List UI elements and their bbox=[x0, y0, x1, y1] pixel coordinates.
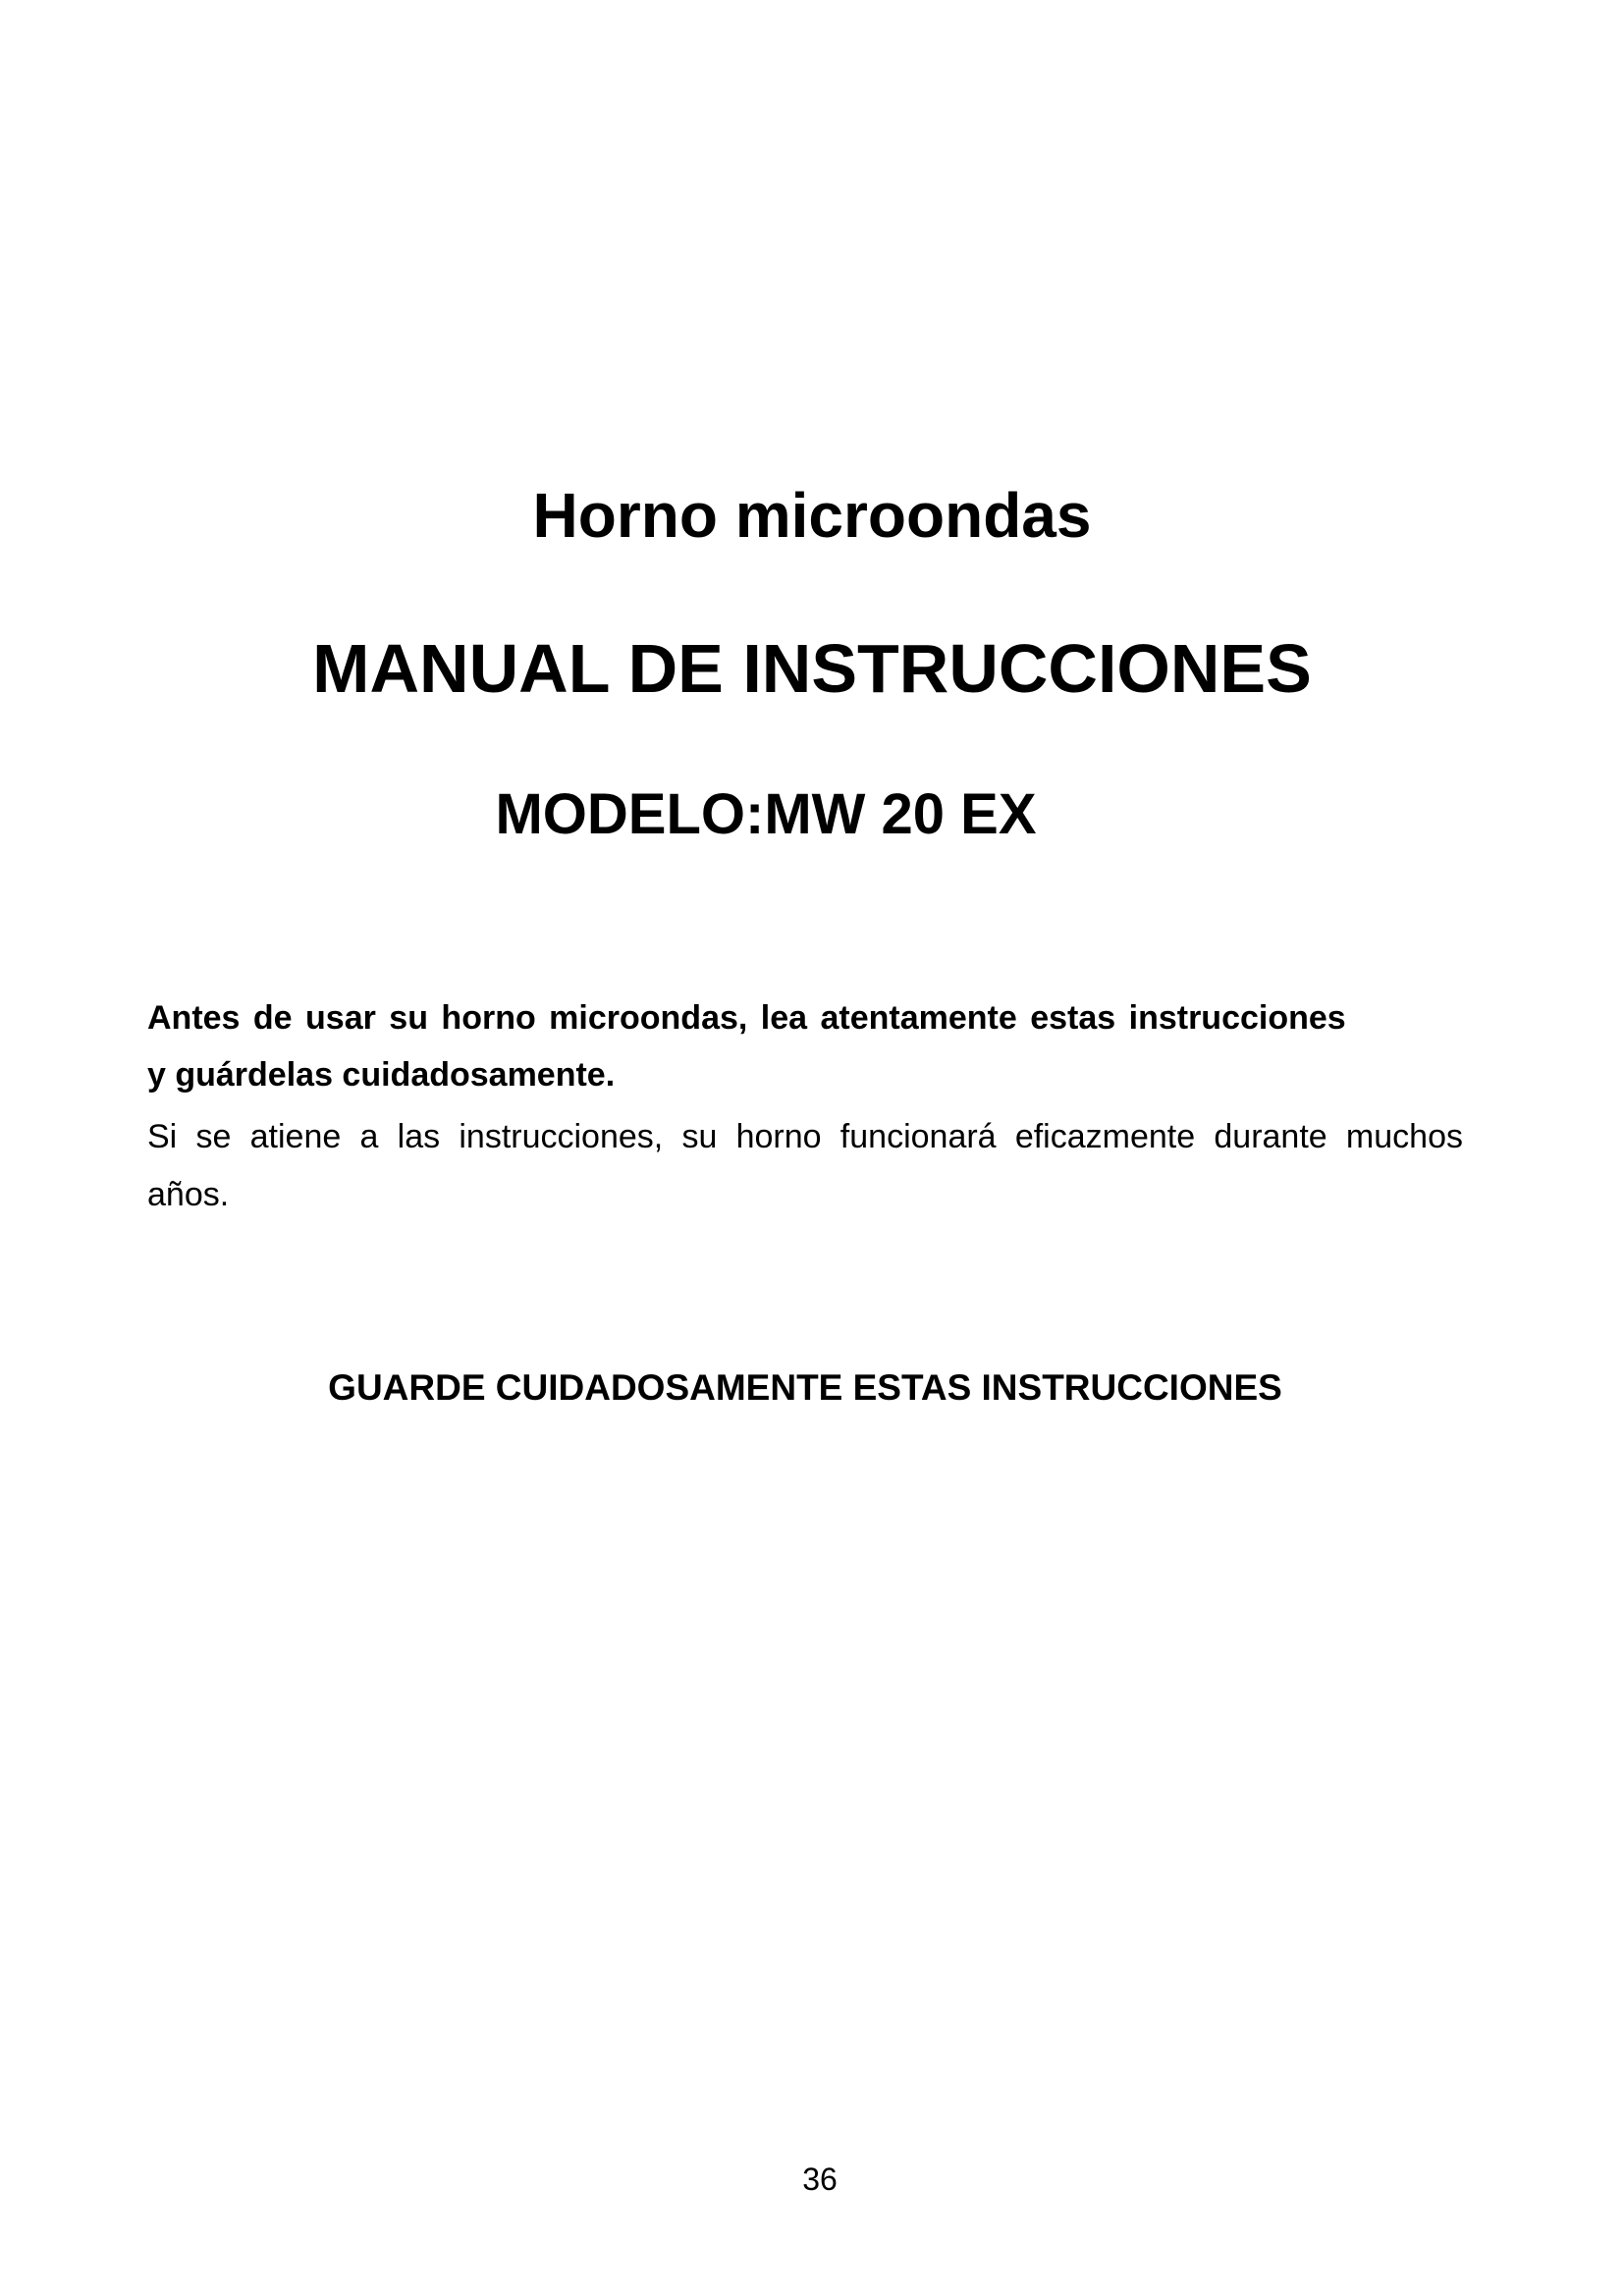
manual-title: MANUAL DE INSTRUCCIONES bbox=[312, 630, 1312, 707]
intro-warning-line-1: Antes de usar su horno microondas, lea atentamente estas instrucciones bbox=[147, 999, 1346, 1037]
model-title: MODELO:MW 20 EX bbox=[495, 782, 1037, 846]
page-number: 36 bbox=[802, 2162, 838, 2197]
intro-text-line-1: Si se atiene a las instrucciones, su horno funcionará eficazmente durante muchos bbox=[147, 1118, 1463, 1155]
guard-notice: GUARDE CUIDADOSAMENTE ESTAS INSTRUCCIONES bbox=[328, 1367, 1282, 1408]
intro-warning-line-2: y guárdelas cuidadosamente. bbox=[147, 1056, 616, 1094]
product-title: Horno microondas bbox=[532, 480, 1092, 551]
intro-text-line-2: años. bbox=[147, 1176, 230, 1213]
